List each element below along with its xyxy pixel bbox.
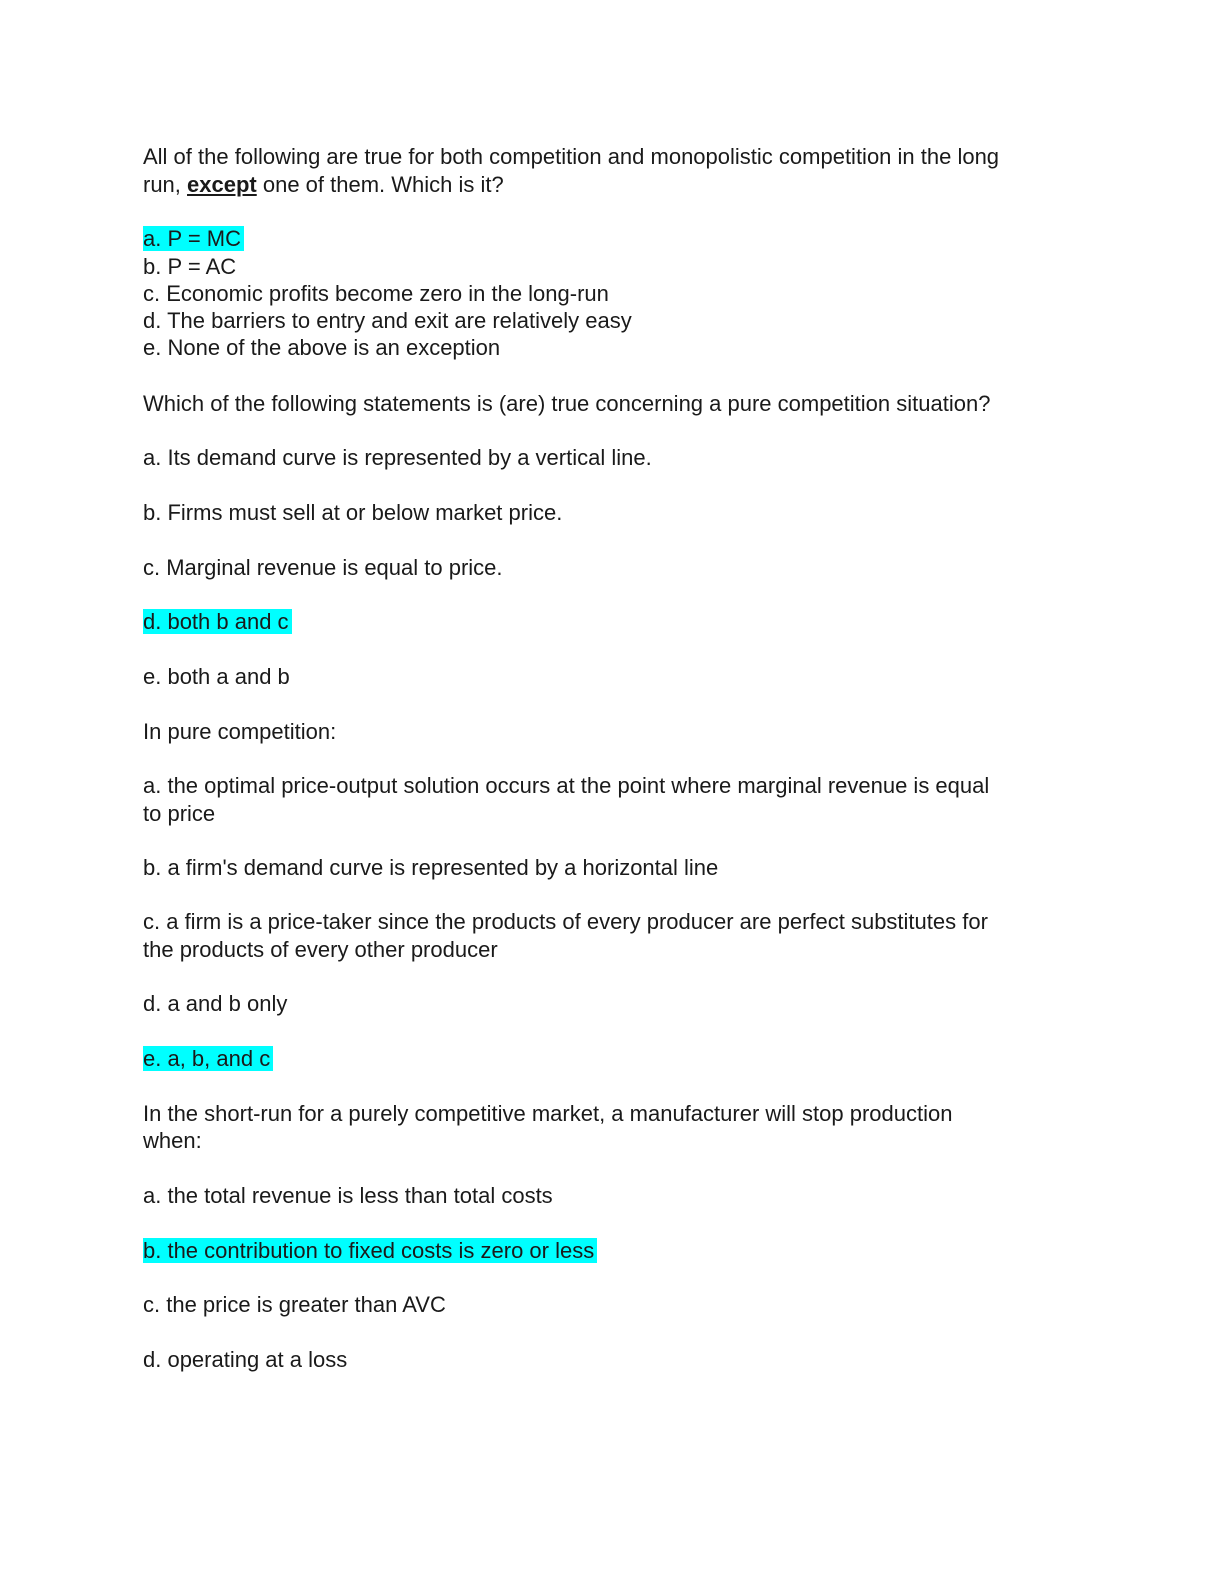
q4-option-b — [143, 1237, 597, 1264]
q3-answer-highlight: e. a, b, and c — [143, 1046, 273, 1071]
q1-option-b: b. P = AC — [143, 254, 237, 279]
q4-stem-line-1: In the short-run for a purely competitive market, a manufacturer will stop production — [143, 1101, 953, 1126]
q3-option-b: b. a firm's demand curve is represented by a horizontal line — [143, 855, 719, 880]
q3-option-c-line-1: c. a firm is a price-taker since the products of every producer are perfect substitutes for — [143, 909, 988, 934]
q1-option-a — [143, 225, 244, 252]
q1-stem-line-2 — [143, 171, 504, 198]
q1-stem-emphasis: except — [187, 172, 257, 197]
q4-option-d: d. operating at a loss — [143, 1347, 348, 1372]
q1-answer-highlight: a. P = MC — [143, 226, 244, 251]
q1-option-d: d. The barriers to entry and exit are relatively easy — [143, 308, 632, 333]
q1-stem-pre: run, — [143, 172, 188, 197]
q3-option-a-line-1: a. the optimal price-output solution occurs at the point where marginal revenue is equal — [143, 773, 990, 798]
q2-option-d — [143, 608, 292, 635]
q4-option-c: c. the price is greater than AVC — [143, 1292, 446, 1317]
q4-answer-highlight: b. the contribution to fixed costs is zero or less — [143, 1238, 597, 1263]
q1-stem-line-1: All of the following are true for both competition and monopolistic competition in the long — [143, 144, 1000, 169]
q3-option-c-line-2: the products of every other producer — [143, 937, 498, 962]
q2-stem: Which of the following statements is (are) true concerning a pure competition situation? — [143, 391, 991, 416]
q3-stem: In pure competition: — [143, 719, 337, 744]
q2-option-c: c. Marginal revenue is equal to price. — [143, 555, 503, 580]
q3-option-a-line-2: to price — [143, 801, 216, 826]
q2-option-b: b. Firms must sell at or below market price. — [143, 500, 563, 525]
q4-option-a: a. the total revenue is less than total costs — [143, 1183, 553, 1208]
q2-answer-highlight: d. both b and c — [143, 609, 292, 634]
q2-option-a: a. Its demand curve is represented by a vertical line. — [143, 445, 652, 470]
q4-stem-line-2: when: — [143, 1128, 202, 1153]
q3-option-e — [143, 1045, 273, 1072]
q1-option-e: e. None of the above is an exception — [143, 335, 501, 360]
q1-stem-post: one of them. Which is it? — [256, 172, 504, 197]
q2-option-e: e. both a and b — [143, 664, 290, 689]
q1-option-c: c. Economic profits become zero in the long-run — [143, 281, 609, 306]
q3-option-d: d. a and b only — [143, 991, 288, 1016]
